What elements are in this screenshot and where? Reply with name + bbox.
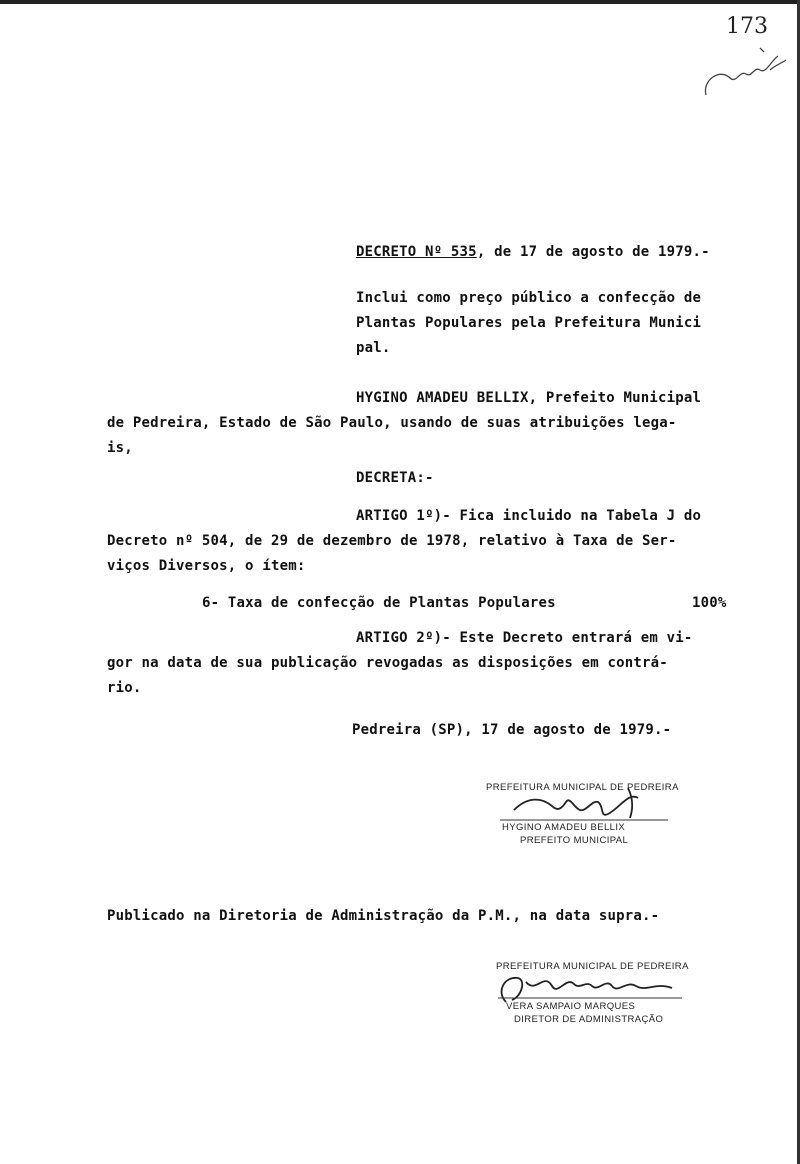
place-and-date: Pedreira (SP), 17 de agosto de 1979.-: [352, 722, 672, 738]
intro-line-2: de Pedreira, Estado de São Paulo, usando de suas atribuições lega-: [107, 415, 677, 431]
intro-line-3: is,: [107, 440, 133, 456]
article2-line-3: rio.: [107, 680, 142, 696]
summary-line-3: pal.: [356, 340, 391, 356]
decree-number: DECRETO Nº 535: [356, 244, 477, 260]
mayor-name: HYGINO AMADEU BELLIX: [502, 822, 626, 833]
director-role: DIRETOR DE ADMINISTRAÇÃO: [514, 1014, 664, 1025]
summary-line-2: Plantas Populares pela Prefeitura Munici: [356, 315, 702, 331]
decree-header: [356, 244, 710, 260]
item-description: 6- Taxa de confecção de Plantas Populares: [202, 595, 556, 611]
intro-line-1: HYGINO AMADEU BELLIX, Prefeito Municipal: [356, 390, 702, 406]
director-name: VERA SAMPAIO MARQUES: [506, 1001, 636, 1012]
summary-line-1: Inclui como preço público a confecção de: [356, 290, 702, 306]
decreta-heading: DECRETA:-: [356, 470, 434, 486]
mayor-stamp-header: PREFEITURA MUNICIPAL DE PEDREIRA: [486, 782, 679, 793]
article1-line-3: viços Diversos, o ítem:: [107, 558, 306, 574]
article2-line-1: ARTIGO 2º)- Este Decreto entrará em vi-: [356, 630, 693, 646]
decree-date: , de 17 de agosto de 1979.-: [476, 244, 710, 260]
item-value: 100%: [692, 595, 727, 611]
article2-line-2: gor na data de sua publicação revogadas as disposições em contrá-: [107, 655, 668, 671]
director-stamp-header: PREFEITURA MUNICIPAL DE PEDREIRA: [496, 961, 689, 972]
article1-line-2: Decreto nº 504, de 29 de dezembro de 1978, relativo à Taxa de Ser-: [107, 533, 677, 549]
publication-note: Publicado na Diretoria de Administração da P.M., na data supra.-: [107, 908, 660, 924]
page-initials-signature: [700, 40, 790, 105]
article1-line-1: ARTIGO 1º)- Fica incluido na Tabela J do: [356, 508, 702, 524]
page-number: 173: [726, 14, 768, 39]
mayor-role: PREFEITO MUNICIPAL: [520, 835, 629, 846]
scan-edge-top: [0, 0, 800, 4]
